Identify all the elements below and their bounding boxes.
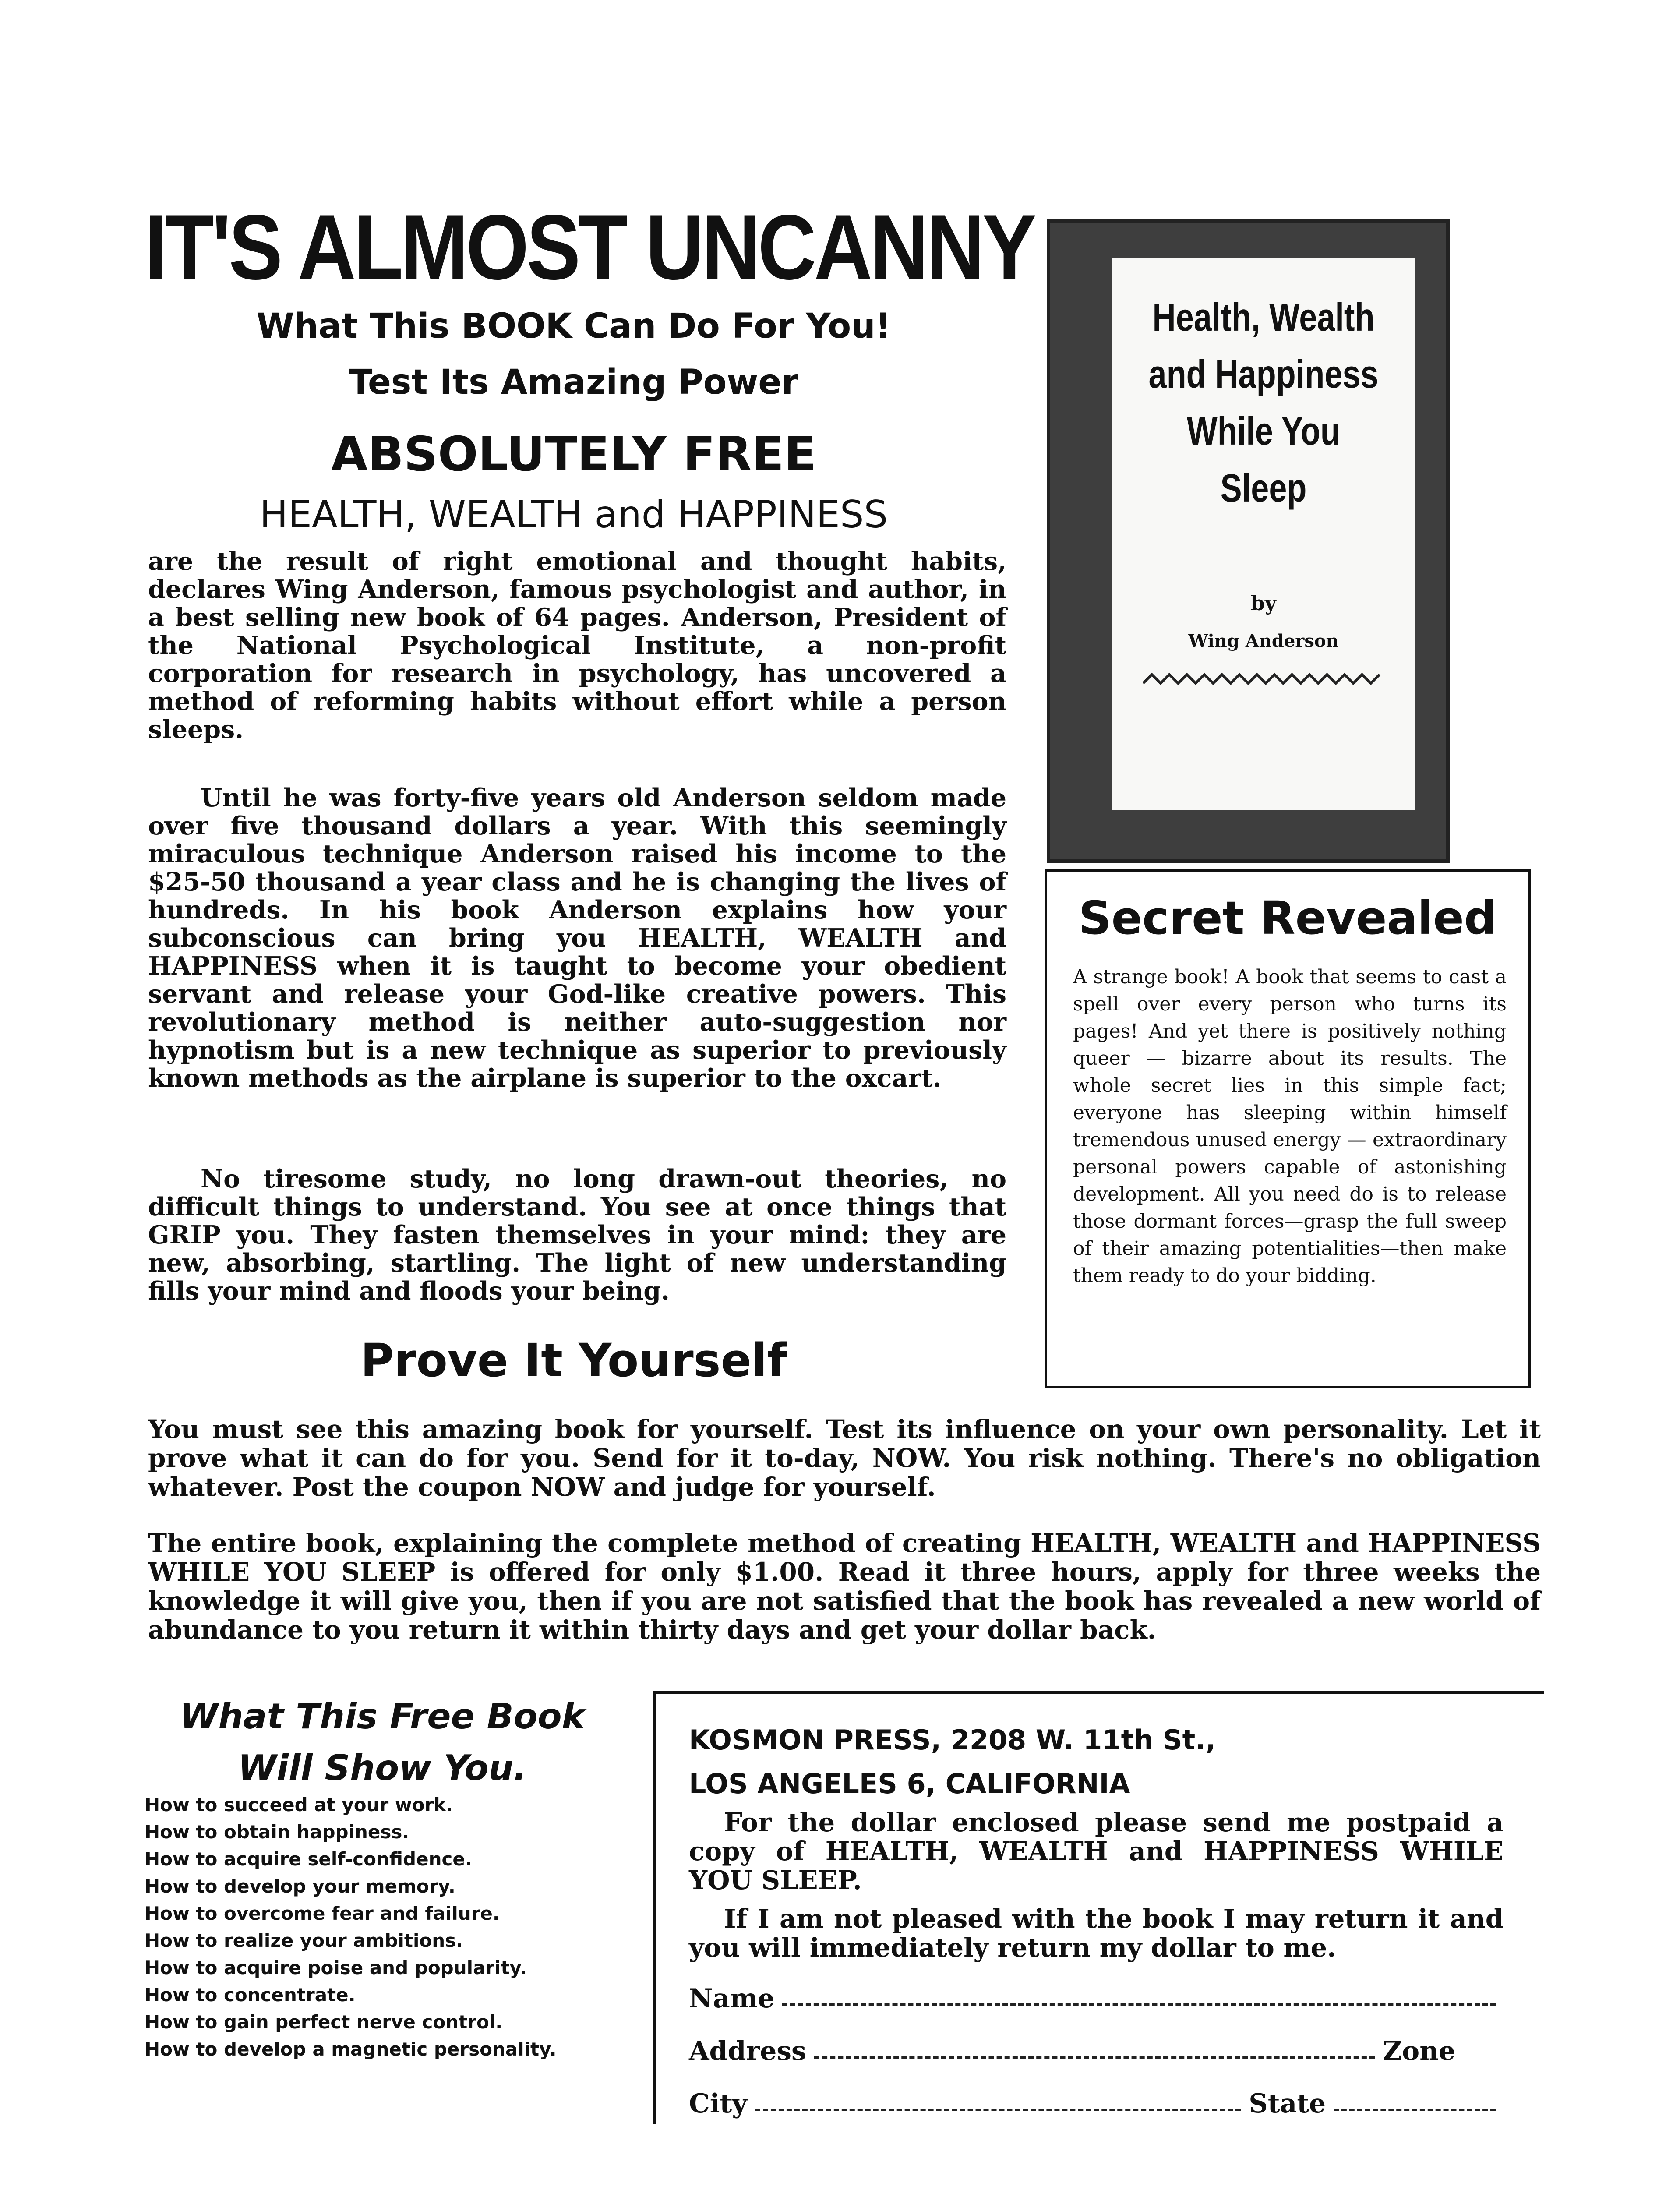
list-item: How to realize your ambitions. — [145, 1930, 463, 1951]
free-book-list — [145, 1791, 604, 2063]
book-cover-by: by — [1250, 591, 1277, 615]
state-input-line[interactable] — [1334, 2109, 1496, 2111]
prove-paragraph-1: You must see this amazing book for yourself. Test its influence on your own personality. Let it prove what it can do for you. Send for it to-day, NOW. You risk nothing. There's no obligation whatever. Post the coupon NOW and judge for yourself. — [148, 1414, 1541, 1502]
body-paragraph-2: Until he was forty-five years old Anderson seldom made over five thousand dollars a year. With this seemingly miraculous technique Anderson raised his income to the $25-50 thousand a year class and he is changing the lives of hundreds. In his book Anderson explains how your subconscious can bring you HEALTH, WEALTH and HAPPINESS when it is taught to become your obedient servant and release your God-like creative powers. This revolutionary method is neither auto-suggestion nor hypnotism but is a new technique as superior to previously known methods as the airplane is superior to the oxcart. — [148, 783, 1006, 1093]
coupon-form — [689, 1961, 1504, 2119]
prove-paragraph-2: The entire book, explaining the complete method of creating HEALTH, WEALTH and HAPPINESS WHILE YOU SLEEP is offered for only $1.00. Read it three hours, apply for three weeks the knowledge it will give you, then if you are not satisfied that the book has revealed a new world of abundance to you return it within thirty days and get your dollar back. — [148, 1528, 1541, 1645]
book-cover-author: Wing Anderson — [1188, 631, 1339, 651]
address-field[interactable]: Address Zone — [689, 2036, 1455, 2066]
secret-revealed-box — [1045, 869, 1531, 1388]
coupon-address: KOSMON PRESS, 2208 W. 11th St., LOS ANGELES 6, CALIFORNIA — [689, 1724, 1216, 1800]
order-coupon — [653, 1691, 1544, 2124]
body-paragraph-3: No tiresome study, no long drawn-out theories, no difficult things to understand. You see at once things that GRIP you. They fasten themselves in your mind: they are new, absorbing, startling. The light of new understanding fills your mind and floods your being. — [148, 1164, 1006, 1306]
subheadline-what-this-book: What This BOOK Can Do For You! — [256, 307, 891, 346]
list-item: How to gain perfect nerve control. — [145, 2011, 503, 2033]
prove-it-yourself-title: Prove It Yourself — [360, 1334, 787, 1387]
name-input-line[interactable] — [782, 2003, 1496, 2006]
city-state-field[interactable]: City State — [689, 2066, 1504, 2119]
list-item: How to overcome fear and failure. — [145, 1903, 500, 1924]
list-item: How to obtain happiness. — [145, 1821, 409, 1843]
subheadline-health-wealth-happiness: HEALTH, WEALTH and HAPPINESS — [259, 493, 888, 537]
book-cover-ornament-icon — [1143, 670, 1384, 688]
zone-label: Zone — [1383, 2036, 1455, 2066]
list-item: How to acquire self-confidence. — [145, 1848, 472, 1870]
city-input-line[interactable] — [755, 2109, 1241, 2111]
list-item: How to concentrate. — [145, 1984, 356, 2006]
free-book-title: What This Free Book Will Show You. — [180, 1696, 585, 1788]
body-paragraph-1: are the result of right emotional and thought habits, declares Wing Anderson, famous psychologist and author, in a best selling new book of 64 pages. Anderson, President of the National Psychological Institute, a non-profit corporation for research in psychology, has uncovered a method of reforming habits without effort while a person sleeps. — [148, 547, 1006, 744]
state-label: State — [1249, 2088, 1326, 2119]
name-field[interactable]: Name — [689, 1961, 1504, 2014]
headline: IT'S ALMOST UNCANNY — [145, 196, 1034, 299]
list-item: How to develop a magnetic personality. — [145, 2038, 557, 2060]
secret-revealed-text: A strange book! A book that seems to cast a spell over every person who turns its pages! And yet there is positively nothing queer — bizarre about its results. The whole secret lies in this simple fact; everyone has sleeping within himself tremendous unused energy — extraordinary personal powers capable of astonishing development. All you need do is to release those dormant forces—grasp the full sweep of their amazing potentialities—then make them ready to do your bidding. — [1073, 966, 1507, 1287]
address-input-line[interactable] — [814, 2056, 1375, 2059]
secret-revealed-title: Secret Revealed — [1078, 891, 1497, 945]
subheadline-absolutely-free: ABSOLUTELY FREE — [331, 427, 816, 482]
subheadline-test-power: Test Its Amazing Power — [349, 363, 798, 402]
list-item: How to acquire poise and popularity. — [145, 1957, 527, 1978]
list-item: How to develop your memory. — [145, 1876, 455, 1897]
coupon-order-text: For the dollar enclosed please send me postpaid a copy of HEALTH, WEALTH and HAPPINESS WHILE YOU SLEEP. — [689, 1807, 1504, 1895]
book-cover-image — [1047, 219, 1450, 863]
list-item: How to succeed at your work. — [145, 1794, 453, 1816]
book-cover-page — [1112, 258, 1415, 810]
coupon-guarantee-text: If I am not pleased with the book I may return it and you will immediately return my dollar to me. — [689, 1904, 1504, 1963]
book-cover-title: Health, Wealth and Happiness While You Sleep — [1148, 296, 1379, 510]
